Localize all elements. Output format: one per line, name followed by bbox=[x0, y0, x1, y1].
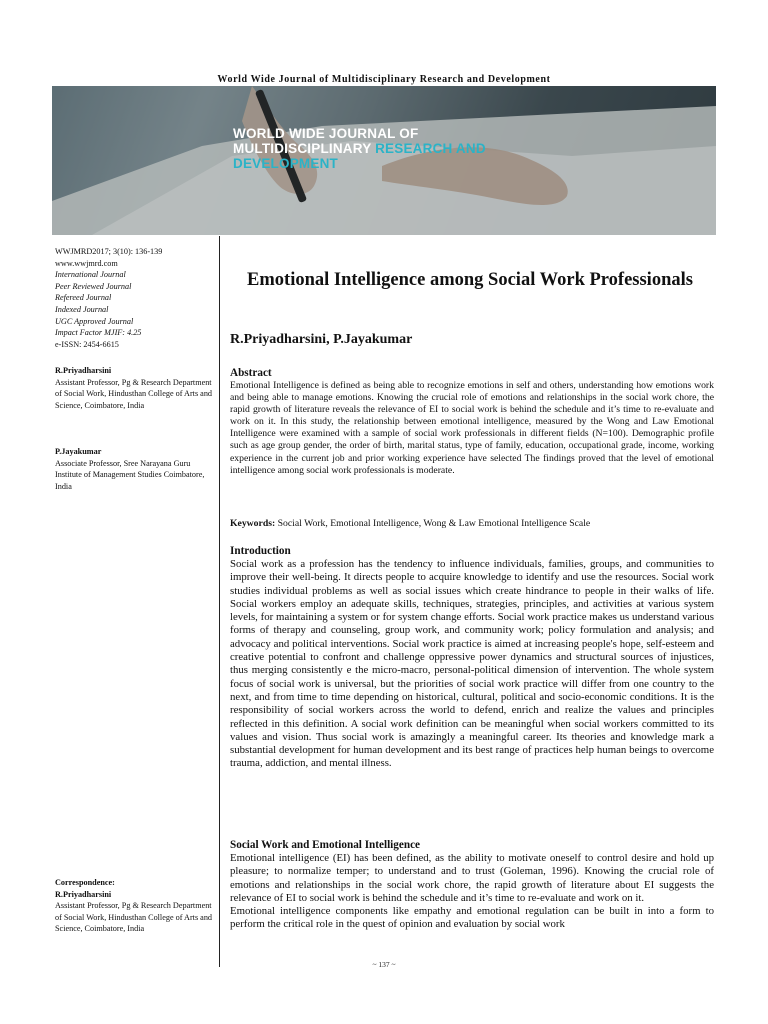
meta-line: Peer Reviewed Journal bbox=[55, 281, 132, 291]
correspondence-name: R.Priyadharsini bbox=[55, 889, 112, 899]
introduction-section bbox=[230, 545, 714, 771]
abstract-text: Emotional Intelligence is defined as being able to recognize emotions in self and others, understanding how emotions work and being able to manage emotions. Knowing the crucial role of emotions and relationships in the social work chore, the rapid growth of literature reveals the relevance of EI to social work is behind the schedule and it’s time to re-evaluate and work on it. In this study, the relationship between emotional intelligence, measured by the Wong and Law Emotional Intelligence were examined with a sample of social work professionals in different fields (N=100). Demographic profile such as age group gender, the order of birth, marital status, type of family, education, occupational grade, income, working experience in the current job and prior working experience have selected The findings proved that the level of emotional intelligence among social work professionals is moderate. bbox=[230, 380, 714, 476]
author2-name: P.Jayakumar bbox=[55, 447, 102, 456]
meta-line: Indexed Journal bbox=[55, 304, 109, 314]
article-authors: R.Priyadharsini, P.Jayakumar bbox=[230, 332, 413, 347]
banner-title bbox=[233, 126, 486, 171]
banner-title-line1: WORLD WIDE JOURNAL OF bbox=[233, 126, 419, 141]
introduction-heading: Introduction bbox=[230, 545, 291, 557]
meta-line: www.wwjmrd.com bbox=[55, 258, 118, 268]
article-title: Emotional Intelligence among Social Work Professionals bbox=[247, 270, 693, 290]
section2-heading: Social Work and Emotional Intelligence bbox=[230, 839, 420, 851]
section2-paragraph: Emotional intelligence components like empathy and emotional regulation can be built in into a form to perform the critical role in the quest of opinion and evaluation by social work bbox=[230, 905, 714, 931]
author2-affiliation: Associate Professor, Sree Narayana Guru Institute of Management Studies Coimbatore, India bbox=[55, 458, 205, 491]
author1-name: R.Priyadharsini bbox=[55, 366, 112, 375]
banner-title-line2: MULTIDISCIPLINARY bbox=[233, 141, 376, 156]
author1-affiliation: Assistant Professor, Pg & Research Department of Social Work, Hindusthan College of Arts and Science, Coimbatore, India bbox=[55, 377, 213, 410]
column-divider bbox=[219, 236, 220, 967]
abstract-heading: Abstract bbox=[230, 367, 272, 379]
meta-line: e-ISSN: 2454-6615 bbox=[55, 339, 119, 349]
meta-line: Impact Factor MJIF: 4.25 bbox=[55, 328, 142, 338]
introduction-text: Social work as a profession has the tendency to influence individuals, families, groups, and communities to improve their well-being. It directs people to acquire knowledge to identify and use the resources. Social work studies individual problems as well as social issues which create hindrance to people in their walks of life. Social workers employ an adequate skills, techniques, strategies, principles, and activities at various system levels, for maintaining a system or for system change efforts. Social work practice makes us understand various forms of therapy and counseling, group work, and community work; policy formulation and analysis; and advocacy and political interventions. Social work practice is aimed at increasing people's hope, self-esteem and creative potential to confront and challenge oppressive power dynamics and structural sources of injustices, thus merging consistently e the micro-macro, personal-political dimension of intervention. The whole system focus of social work is universal, but the priorities of social work practice will differ from one country to the next, and from time to time depending on historical, cultural, political and socio-economic conditions. It is the responsibility of social workers across the world to defend, enrich and realize the values and principles reflected in this definition. A social work definition can be meaningful when social workers committed to its values and vision. Thus social work is amazingly a meaningful career. Its theories and knowledge mark a substantial development for human development and its best range of practices help human beings to overcome trauma, addiction, and mental illness. bbox=[230, 558, 714, 770]
meta-line: International Journal bbox=[55, 270, 126, 280]
author1-block bbox=[55, 365, 217, 411]
correspondence-block bbox=[55, 877, 217, 935]
correspondence-affiliation: Assistant Professor, Pg & Research Department of Social Work, Hindusthan College of Arts and Science, Coimbatore, India bbox=[55, 901, 213, 934]
keywords-label: Keywords: bbox=[230, 518, 276, 529]
keywords bbox=[230, 518, 714, 530]
correspondence-label: Correspondence: bbox=[55, 878, 115, 887]
banner-title-line3: DEVELOPMENT bbox=[233, 156, 338, 171]
abstract-section bbox=[230, 367, 714, 477]
journal-meta bbox=[55, 246, 217, 350]
meta-line: UGC Approved Journal bbox=[55, 316, 134, 326]
banner-title-accent: RESEARCH AND bbox=[375, 141, 486, 156]
section2 bbox=[230, 839, 714, 932]
journal-banner bbox=[52, 86, 716, 235]
page-number: ~ 137 ~ bbox=[372, 960, 396, 969]
section2-paragraph: Emotional intelligence (EI) has been defined, as the ability to motivate oneself to control desire and hold up pleasure; to normalize temper; to understand and to trust (Goleman, 1996). Knowing the crucial role of emotions and relationships in the social work chore, the rapid growth of literature about EI suggests the relevance of EI to social work is behind the schedule and it’s time to re-evaluate and work on it. bbox=[230, 852, 714, 904]
author2-block bbox=[55, 446, 217, 492]
meta-line: WWJMRD2017; 3(10): 136-139 bbox=[55, 247, 163, 256]
meta-line: Refereed Journal bbox=[55, 293, 112, 303]
journal-running-header: World Wide Journal of Multidisciplinary Research and Development bbox=[217, 74, 551, 85]
keywords-text: Social Work, Emotional Intelligence, Wong & Law Emotional Intelligence Scale bbox=[275, 518, 591, 529]
